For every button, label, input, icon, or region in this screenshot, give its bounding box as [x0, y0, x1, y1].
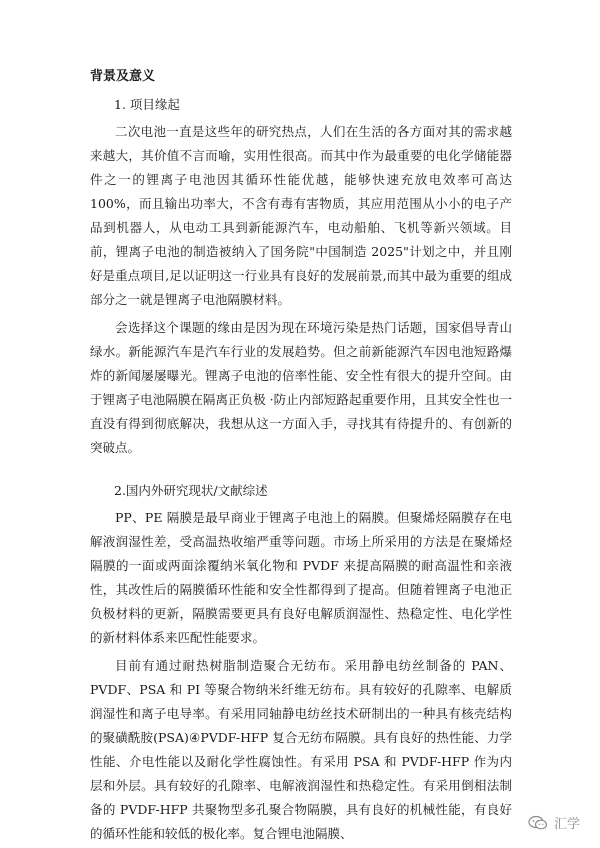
subsection-title-review: 2.国内外研究现状/文献综述 [114, 483, 268, 498]
document-page [90, 68, 512, 846]
paragraph-review-1: PP、PE 隔膜是最早商业于锂离子电池上的隔膜。但聚烯烃隔膜存在电解液润湿性差，受高温热收缩严重等问题。市场上所采用的方法是在聚烯烃隔膜的一面或两面涂覆纳米氧化物和 PVDF 来提高隔膜的耐高温性和亲液性，其改性后的隔膜循环性能和安全性都得到了提高。但随着锂离子电池正负极材料的更新，隔膜需要更具有良好电解质润湿性、热稳定性、电化学性的新材料体系来匹配性能要求。 [90, 510, 512, 645]
wechat-icon [528, 815, 548, 831]
paragraph-origin-1: 二次电池一直是这些年的研究热点，人们在生活的各方面对其的需求越来越大，其价值不言而喻，实用性很高。而其中作为最重要的电化学储能器件之一的锂离子电池因其循环性能优越，能够快速充放电效率可高达 100%，而且输出功率大，不含有毒有害物质，其应用范围从小小的电子产品到机器人，从电动工具到新能源汽车，电动船舶、飞机等新兴领域。目前，锂离子电池的制造被纳入了国务院"中国制造 2025"计划之中，并且刚好是重点项目,足以证明这一行业具有良好的发展前景,而其中最为重要的组成部分之一就是锂离子电池隔膜材料。 [90, 124, 512, 307]
spacer [90, 460, 512, 482]
watermark-text: 汇学 [553, 817, 580, 832]
watermark [528, 813, 580, 832]
subsection-title-origin: 1. 项目缘起 [114, 97, 180, 112]
paragraph-review-2: 目前有通过耐热树脂制造聚合无纺布。采用静电纺丝制备的 PAN、PVDF、PSA 和 PI 等聚合物纳米纤维无纺布。具有较好的孔隙率、电解质润湿性和离子电导率。有采用同轴静电纺丝技术研制出的一种具有核壳结构的聚磺酰胺(PSA)④PVDF-HFP 复合无纺布隔膜。具有良好的热性能、力学性能、介电性能以及耐化学性腐蚀性。有采用 PSA 和 PVDF-HFP 作为内层和外层。具有较好的孔隙率、电解液润湿性和热稳定性。有采用倒相法制备的 PVDF-HFP 共聚物型多孔聚合物隔膜，具有良好的机械性能，有良好的循环性能和较低的极化率。复合锂电池隔膜、 [90, 658, 512, 841]
section-title: 背景及意义 [90, 69, 156, 84]
paragraph-origin-2: 会选择这个课题的缘由是因为现在环境污染是热门话题，国家倡导青山绿水。新能源汽车是汽车行业的发展趋势。但之前新能源汽车因电池短路爆炸的新闻屡屡曝光。锂离子电池的倍率性能、安全性有很大的提升空间。由于锂离子电池隔膜在隔离正负极 ·防止内部短路起重要作用，且其安全性也一直没有得到彻底解决，我想从这一方面入手，寻找其有待提升的、有创新的突破点。 [90, 320, 512, 455]
